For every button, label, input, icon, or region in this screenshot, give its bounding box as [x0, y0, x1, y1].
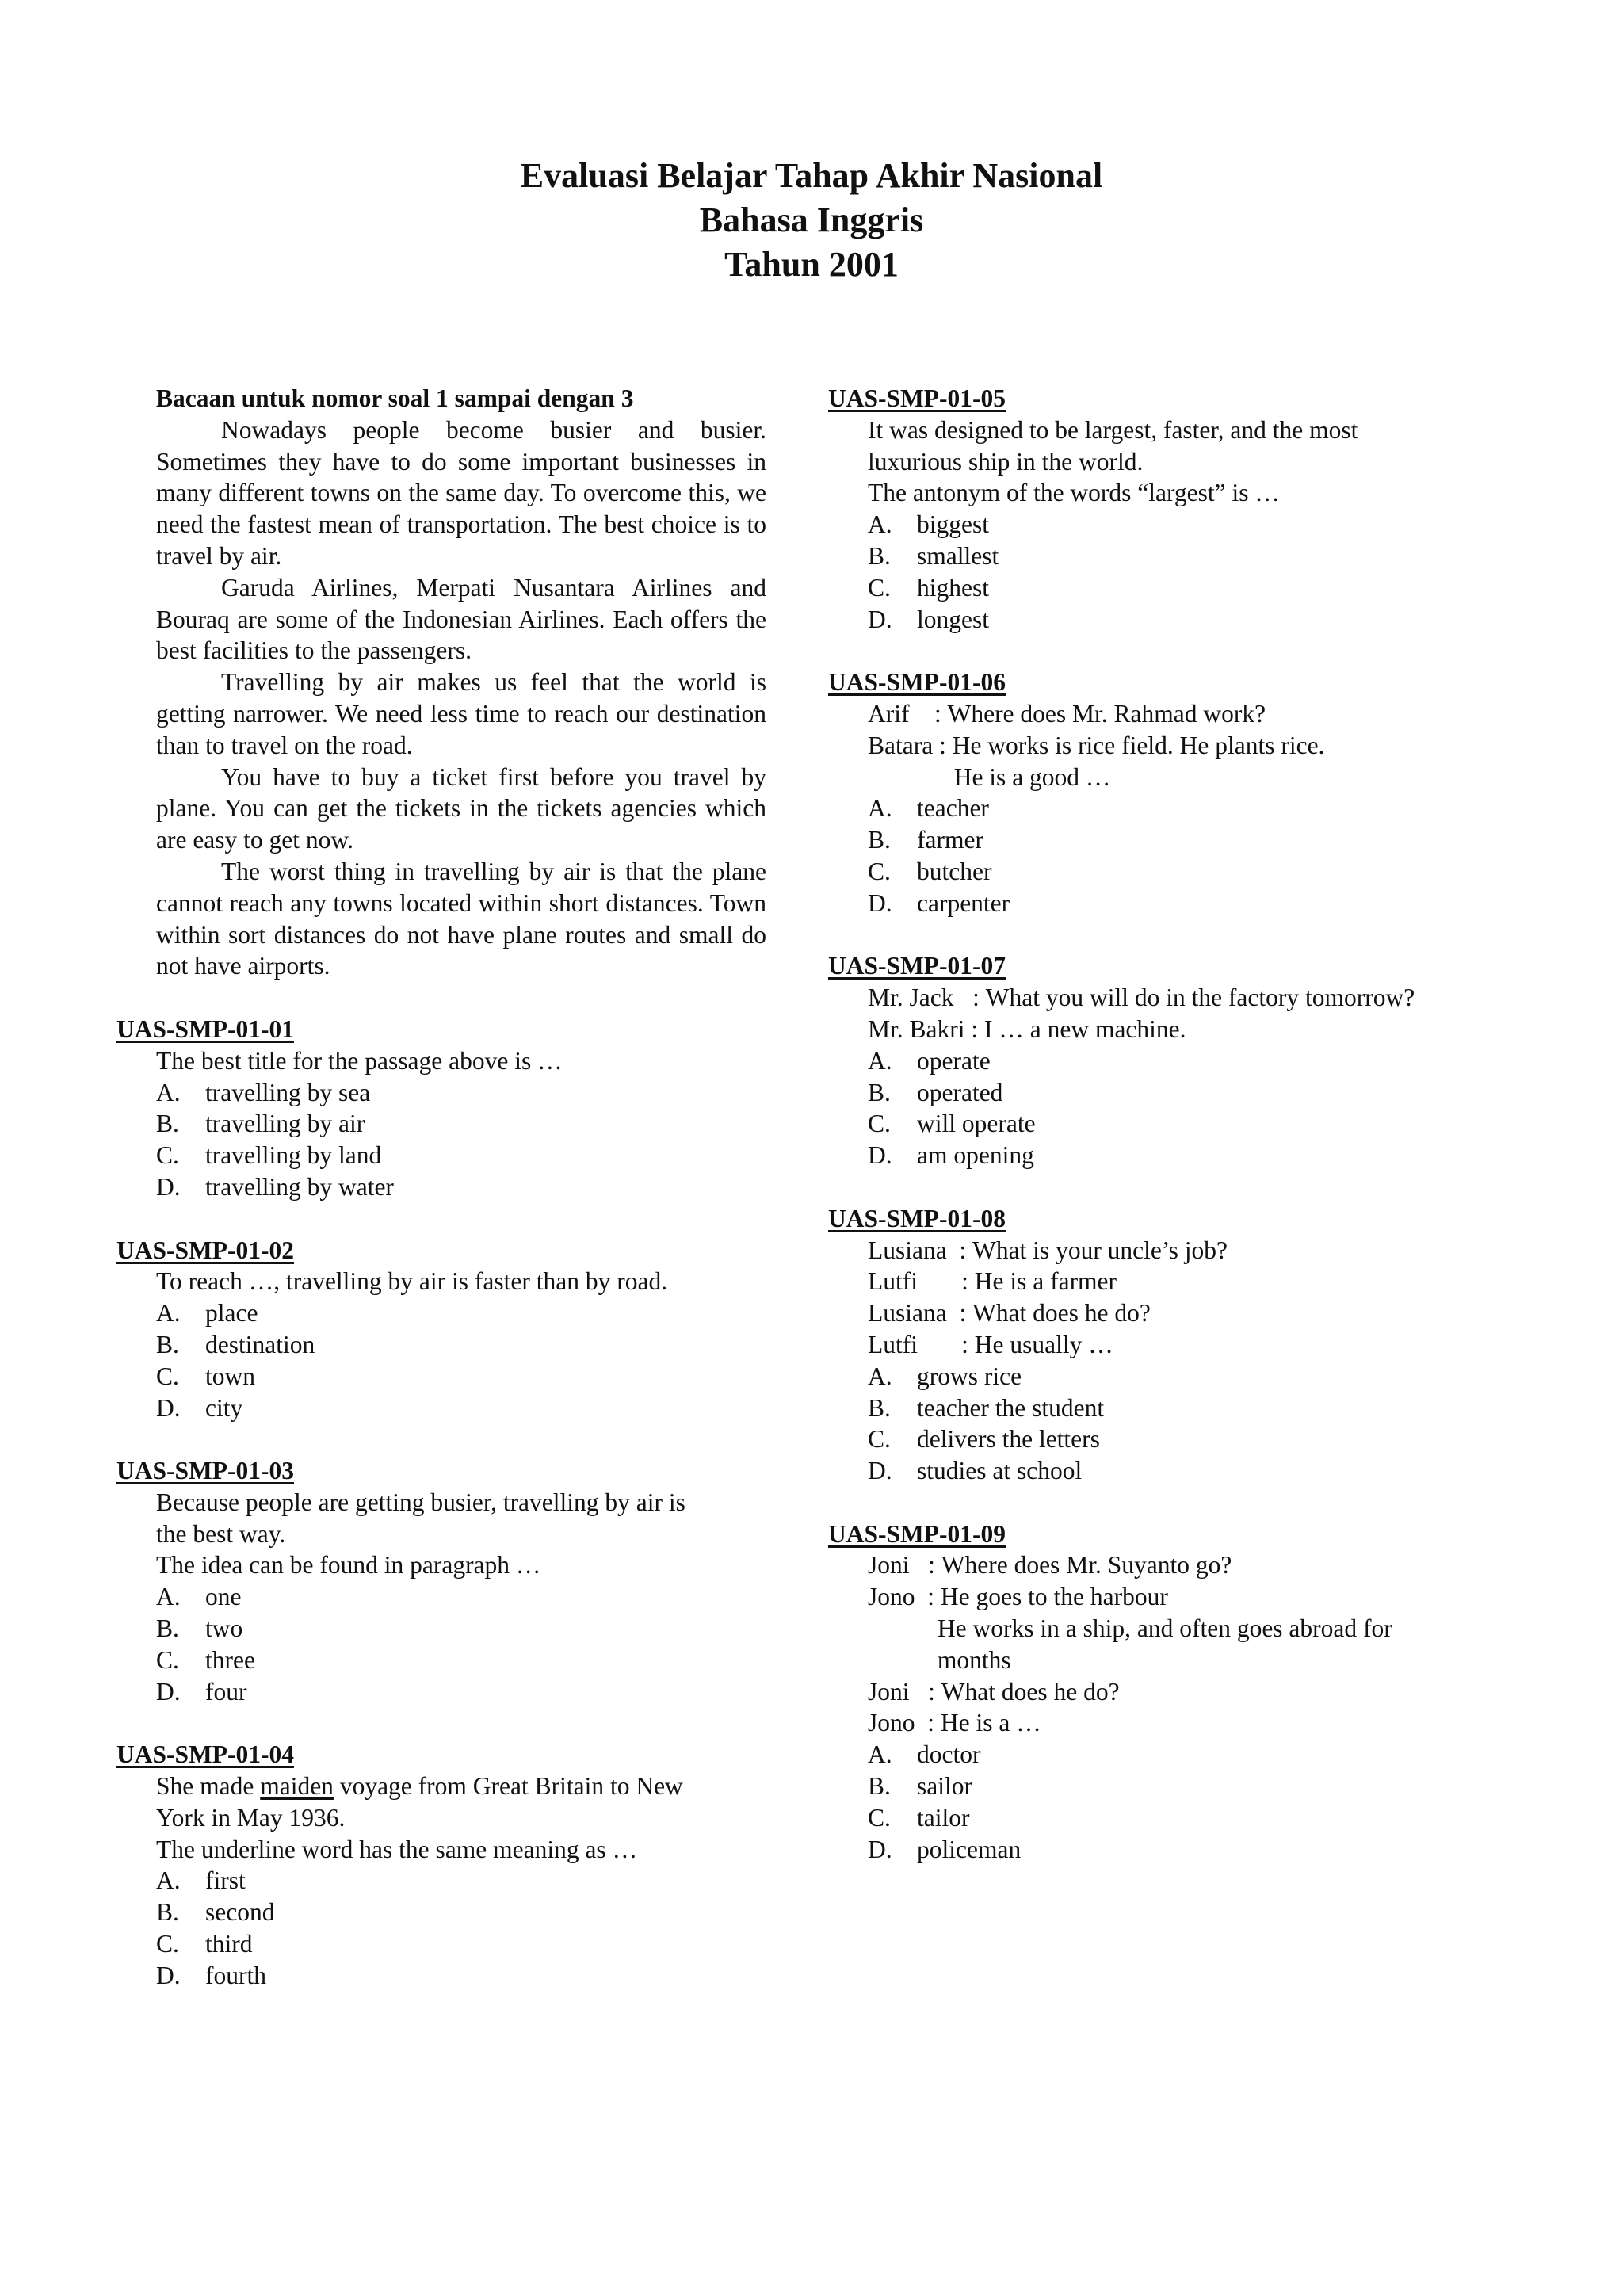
dialog	[828, 982, 1510, 1045]
speaker: Joni :	[868, 1551, 941, 1580]
option-d[interactable]	[156, 1676, 766, 1708]
question-text-line: The antonym of the words “largest” is …	[868, 479, 1280, 507]
option-letter: A.	[868, 794, 892, 823]
dialog-line	[868, 1549, 1510, 1581]
utterance: I … a new machine.	[984, 1014, 1186, 1043]
utterance-line: He goes to the harbour	[940, 1583, 1168, 1611]
speaker: Jono :	[868, 1583, 941, 1611]
option-d[interactable]	[156, 1392, 766, 1424]
underlined-word: maiden	[260, 1772, 334, 1801]
dialog-line	[868, 982, 1510, 1014]
option-letter: B.	[868, 541, 891, 570]
speaker: Lusiana :	[868, 1236, 973, 1264]
option-text: am opening	[917, 1141, 1034, 1170]
option-text: travelling by air	[205, 1110, 365, 1138]
option-b[interactable]	[868, 1771, 1510, 1802]
question-text-line: To reach …, travelling by air is faster than by road.	[156, 1267, 668, 1296]
option-d[interactable]	[868, 1140, 1510, 1171]
answer-options	[116, 1297, 766, 1423]
option-text: butcher	[917, 857, 992, 885]
dialog	[828, 1549, 1510, 1739]
option-a[interactable]	[868, 1739, 1510, 1771]
option-c[interactable]	[156, 1928, 766, 1960]
option-c[interactable]	[868, 1802, 1510, 1834]
passage-paragraph: You have to buy a ticket first before you travel by plane. You can get the tickets in the tickets agencies which are easy to get now.	[156, 762, 766, 854]
option-a[interactable]	[156, 1865, 766, 1897]
option-letter: B.	[868, 1772, 891, 1801]
option-letter: C.	[868, 857, 891, 885]
utterance	[937, 1581, 1392, 1675]
option-text: teacher the student	[917, 1393, 1105, 1422]
speaker: Batara :	[868, 731, 953, 759]
question-02	[116, 1235, 766, 1424]
question-05	[828, 383, 1510, 635]
option-text: longest	[917, 605, 989, 633]
dialog-line	[868, 1014, 1510, 1045]
option-text: travelling by sea	[205, 1078, 371, 1106]
option-text: third	[205, 1930, 253, 1958]
option-letter: C.	[156, 1362, 179, 1390]
option-text: travelling by land	[205, 1141, 382, 1170]
speaker: Arif :	[868, 699, 948, 728]
option-text: delivers the letters	[917, 1425, 1100, 1454]
answer-options	[116, 1581, 766, 1707]
option-letter: D.	[868, 888, 892, 917]
question-03	[116, 1455, 766, 1707]
option-b[interactable]	[156, 1329, 766, 1361]
dialog-line	[868, 1297, 1510, 1329]
speaker: Lusiana :	[868, 1299, 973, 1328]
title-line-3: Tahun 2001	[724, 245, 899, 284]
answer-options	[828, 1739, 1510, 1865]
option-letter: C.	[156, 1930, 179, 1958]
option-letter: C.	[868, 1425, 891, 1454]
speaker: Lutfi :	[868, 1267, 975, 1296]
option-text: doctor	[917, 1740, 981, 1769]
question-text-line: the best way.	[156, 1519, 286, 1548]
option-letter: A.	[868, 1046, 892, 1075]
passage-paragraph: Garuda Airlines, Merpati Nusantara Airlines and Bouraq are some of the Indonesian Airlines. Each offers the best facilities to the passengers.	[156, 573, 766, 665]
question-04	[116, 1739, 766, 1991]
utterance: What does he do?	[972, 1299, 1151, 1328]
question-text	[116, 1045, 766, 1077]
utterance: What is your uncle’s job?	[972, 1236, 1228, 1264]
question-text-line: The idea can be found in paragraph …	[156, 1551, 541, 1580]
utterance-line: months	[937, 1645, 1011, 1674]
option-d[interactable]	[156, 1171, 766, 1203]
dialog	[828, 1235, 1510, 1361]
option-letter: D.	[156, 1393, 181, 1422]
option-letter: A.	[156, 1078, 181, 1106]
answer-options	[116, 1077, 766, 1203]
question-text-line: The underline word has the same meaning as …	[156, 1835, 638, 1863]
option-text: one	[205, 1583, 242, 1611]
option-text: studies at school	[917, 1457, 1083, 1485]
option-letter: D.	[156, 1172, 181, 1201]
option-text: first	[205, 1866, 246, 1895]
option-c[interactable]	[156, 1361, 766, 1392]
question-code: UAS-SMP-01-09	[828, 1519, 1006, 1548]
option-d[interactable]	[868, 888, 1510, 919]
option-text: biggest	[917, 510, 989, 539]
utterance: What you will do in the factory tomorrow?	[985, 984, 1415, 1012]
answer-options	[828, 1045, 1510, 1171]
question-09	[828, 1519, 1510, 1866]
speaker: Mr. Jack :	[868, 984, 986, 1012]
option-letter: C.	[156, 1141, 179, 1170]
option-text: travelling by water	[205, 1172, 394, 1201]
option-c[interactable]	[156, 1140, 766, 1171]
option-text: city	[205, 1393, 243, 1422]
option-text: farmer	[917, 826, 983, 854]
option-letter: C.	[156, 1645, 179, 1674]
option-letter: D.	[868, 1835, 892, 1863]
right-column	[828, 383, 1510, 1897]
option-text: two	[205, 1614, 243, 1643]
passage-paragraph: Nowadays people become busier and busier. Sometimes they have to do some important businesses in many different towns on the same day. To overcome this, we need the fastest mean of transportation. The best choice is to travel by air.	[156, 415, 766, 570]
question-text	[116, 1487, 766, 1581]
option-d[interactable]	[868, 1834, 1510, 1866]
utterance: What does he do?	[941, 1677, 1120, 1706]
option-letter: A.	[868, 1740, 892, 1769]
option-text: second	[205, 1898, 275, 1927]
option-text: smallest	[917, 541, 999, 570]
reading-passage	[116, 415, 766, 982]
question-07	[828, 950, 1510, 1171]
utterance-line: He works in a ship, and often goes abroad for	[937, 1614, 1392, 1643]
option-letter: A.	[868, 510, 892, 539]
option-text: carpenter	[917, 888, 1010, 917]
option-letter: B.	[156, 1614, 179, 1643]
option-letter: B.	[868, 1393, 891, 1422]
option-b[interactable]	[156, 1108, 766, 1140]
option-letter: A.	[156, 1866, 181, 1895]
question-text-line: York in May 1936.	[156, 1803, 346, 1832]
option-c[interactable]	[868, 856, 1510, 888]
question-text	[116, 1266, 766, 1297]
option-a[interactable]	[156, 1581, 766, 1613]
option-text: operated	[917, 1078, 1003, 1106]
text-fragment: She made	[156, 1772, 261, 1801]
utterance: He is a …	[940, 1709, 1041, 1737]
question-text	[116, 1771, 766, 1865]
option-text: grows rice	[917, 1362, 1022, 1390]
option-b[interactable]	[868, 541, 1510, 572]
option-letter: A.	[868, 1362, 892, 1390]
question-code: UAS-SMP-01-06	[828, 668, 1006, 697]
passage-paragraph: Travelling by air makes us feel that the world is getting narrower. We need less time to reach our destination than to travel on the road.	[156, 668, 766, 759]
option-letter: B.	[156, 1330, 179, 1358]
dialog-line	[868, 1707, 1510, 1739]
option-d[interactable]	[868, 1455, 1510, 1487]
option-text: four	[205, 1677, 247, 1706]
option-b[interactable]	[868, 824, 1510, 856]
utterance: Where does Mr. Rahmad work?	[947, 699, 1266, 728]
question-text-line: The best title for the passage above is …	[156, 1046, 563, 1075]
option-a[interactable]	[156, 1077, 766, 1109]
dialog	[828, 698, 1510, 793]
dialog-line	[868, 1266, 1510, 1297]
option-c[interactable]	[868, 572, 1510, 604]
dialog-line	[868, 1329, 1510, 1361]
answer-options	[828, 509, 1510, 635]
option-text: sailor	[917, 1772, 972, 1801]
option-a[interactable]	[868, 1045, 1510, 1077]
question-code: UAS-SMP-01-04	[116, 1740, 294, 1769]
option-text: town	[205, 1362, 255, 1390]
question-code: UAS-SMP-01-07	[828, 952, 1006, 980]
option-d[interactable]	[868, 604, 1510, 636]
text-fragment: voyage from Great Britain to New	[333, 1772, 683, 1801]
utterance: He usually …	[974, 1330, 1113, 1358]
option-letter: C.	[868, 573, 891, 602]
title-line-2: Bahasa Inggris	[699, 201, 924, 239]
question-text	[828, 415, 1510, 509]
question-text-line: luxurious ship in the world.	[868, 447, 1144, 476]
question-08	[828, 1203, 1510, 1487]
option-a[interactable]	[868, 793, 1510, 824]
option-a[interactable]	[156, 1297, 766, 1329]
dialog-line	[868, 698, 1510, 730]
option-letter: D.	[868, 1457, 892, 1485]
option-letter: B.	[156, 1110, 179, 1138]
option-text: destination	[205, 1330, 315, 1358]
title-line-1: Evaluasi Belajar Tahap Akhir Nasional	[520, 156, 1103, 195]
option-letter: C.	[868, 1110, 891, 1138]
option-a[interactable]	[868, 509, 1510, 541]
question-text-line: It was designed to be largest, faster, and the most	[868, 415, 1358, 444]
answer-options	[828, 793, 1510, 919]
option-text: place	[205, 1299, 258, 1328]
option-letter: B.	[156, 1898, 179, 1927]
option-c[interactable]	[868, 1423, 1510, 1455]
question-06	[828, 667, 1510, 919]
option-text: tailor	[917, 1803, 970, 1832]
utterance-line: He is a good …	[953, 762, 1111, 791]
speaker: Jono :	[868, 1709, 941, 1737]
question-text-line	[156, 1771, 766, 1802]
option-text: three	[205, 1645, 255, 1674]
passage-title: Bacaan untuk nomor soal 1 sampai dengan 3	[156, 384, 634, 412]
option-letter: D.	[868, 605, 892, 633]
speaker: Joni :	[868, 1677, 941, 1706]
option-letter: A.	[156, 1583, 181, 1611]
speaker: Lutfi :	[868, 1330, 975, 1358]
option-b[interactable]	[156, 1613, 766, 1645]
option-b[interactable]	[868, 1392, 1510, 1424]
answer-options	[828, 1361, 1510, 1487]
option-c[interactable]	[868, 1108, 1510, 1140]
option-letter: D.	[868, 1141, 892, 1170]
option-b[interactable]	[156, 1897, 766, 1928]
question-code: UAS-SMP-01-08	[828, 1204, 1006, 1232]
passage-paragraph: The worst thing in travelling by air is that the plane cannot reach any towns located within short distances. Town within sort distances do not have plane routes and small do not have airports.	[156, 857, 766, 980]
left-column	[116, 383, 766, 2023]
question-code: UAS-SMP-01-05	[828, 384, 1006, 412]
option-b[interactable]	[868, 1077, 1510, 1109]
option-text: operate	[917, 1046, 991, 1075]
option-text: fourth	[205, 1961, 266, 1989]
question-text-line: Because people are getting busier, travelling by air is	[156, 1488, 685, 1516]
option-letter: B.	[868, 1078, 891, 1106]
page-title	[0, 154, 1623, 287]
dialog-line	[868, 1235, 1510, 1266]
option-letter: A.	[156, 1299, 181, 1328]
option-letter: D.	[156, 1677, 181, 1706]
question-01	[116, 1014, 766, 1203]
utterance: He is a farmer	[974, 1267, 1117, 1296]
option-text: will operate	[917, 1110, 1036, 1138]
option-a[interactable]	[868, 1361, 1510, 1392]
dialog-line	[868, 1676, 1510, 1708]
utterance-line: He works is rice field. He plants rice.	[952, 731, 1325, 759]
option-letter: B.	[868, 826, 891, 854]
option-text: policeman	[917, 1835, 1022, 1863]
speaker: Mr. Bakri :	[868, 1014, 984, 1043]
answer-options	[116, 1865, 766, 1991]
utterance: Where does Mr. Suyanto go?	[941, 1551, 1232, 1580]
dialog-line	[868, 730, 1510, 793]
question-code: UAS-SMP-01-03	[116, 1457, 294, 1485]
utterance	[953, 730, 1325, 793]
option-letter: D.	[156, 1961, 181, 1989]
dialog-line	[868, 1581, 1510, 1675]
option-c[interactable]	[156, 1645, 766, 1676]
question-code: UAS-SMP-01-01	[116, 1014, 294, 1043]
question-code: UAS-SMP-01-02	[116, 1236, 294, 1264]
option-d[interactable]	[156, 1960, 766, 1992]
option-text: teacher	[917, 794, 989, 823]
option-text: highest	[917, 573, 989, 602]
option-letter: C.	[868, 1803, 891, 1832]
